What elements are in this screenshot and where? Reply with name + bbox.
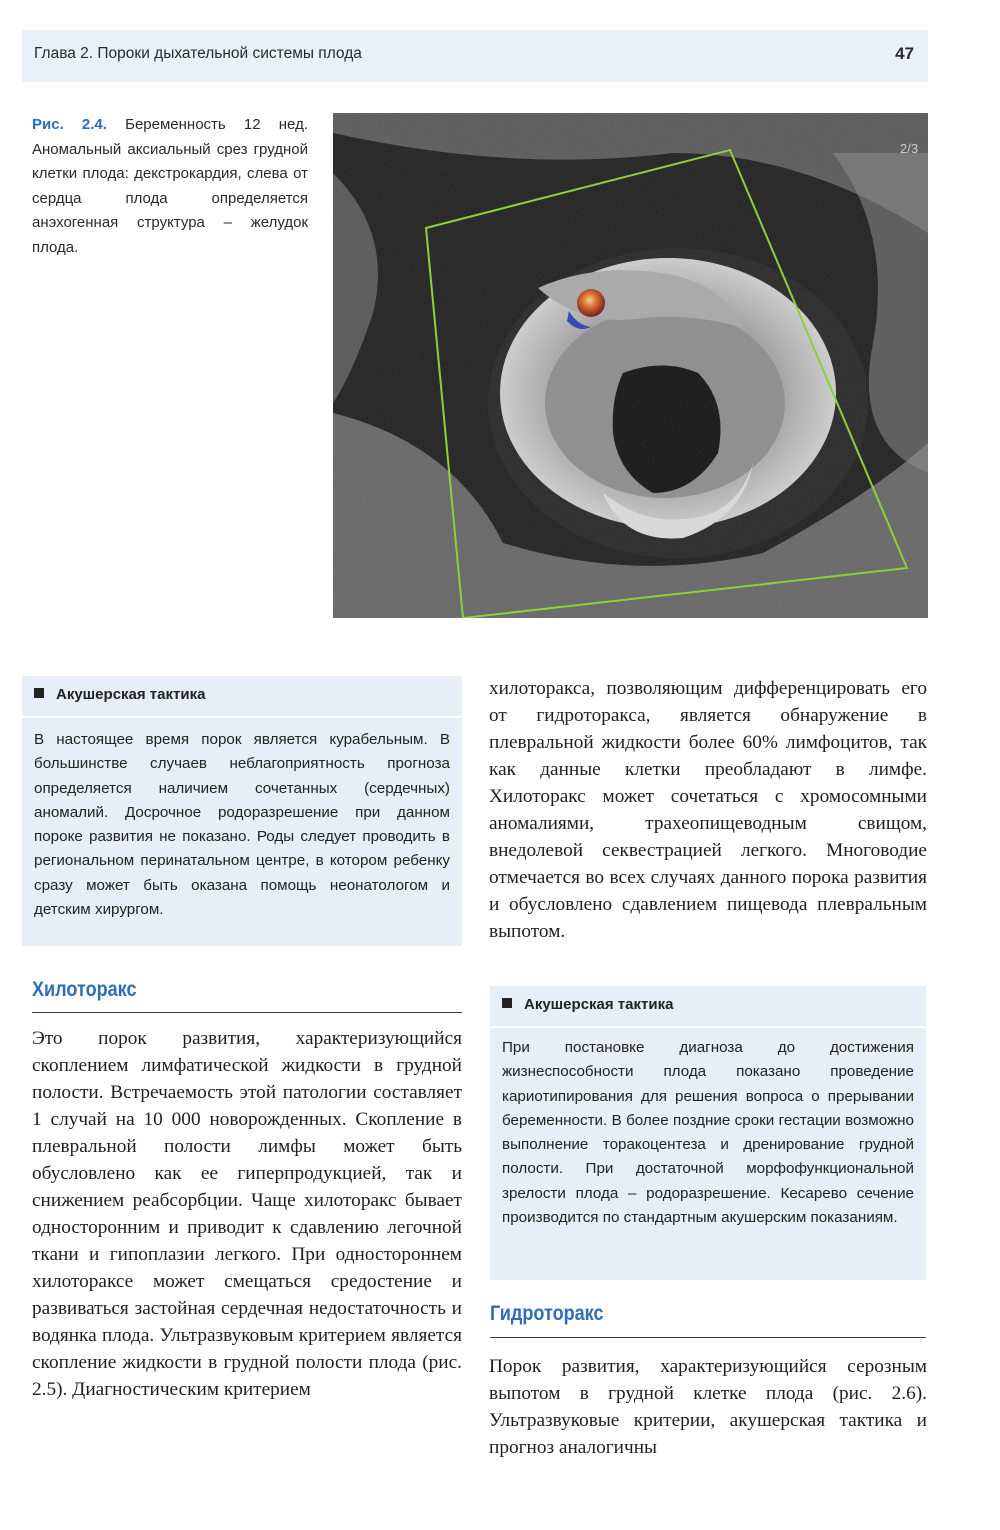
page-header <box>22 30 928 82</box>
chapter-title: Глава 2. Пороки дыхательной системы плода <box>34 45 362 62</box>
square-bullet-icon <box>502 998 512 1008</box>
right-column-paragraph: хилоторакса, позволяющим дифференцировать его от гидроторакса, является обнаружение в плевральной жидкости более 60% лимфоцитов, так как данные клетки преобладают в лимфе. Хилоторакс может сочетаться с хромосомными аномалиями, трахеопищеводным свищом, внедолевой секвестрацией легкого. Многоводие отмечается во всех случаях данного порока развития и обусловлено сдавлением пищевода плевральным выпотом. <box>489 678 927 942</box>
figure-caption-text: Беременность 12 нед. Аномальный аксиальный срез грудной клетки плода: декстрокардия, слева от сердца плода определяется анэхогенная структура – желудок плода. <box>32 116 308 256</box>
figure-caption <box>32 113 308 260</box>
section-title-hydrothorax: Гидроторакс <box>490 1302 604 1325</box>
speckle-overlay <box>333 113 928 618</box>
square-bullet-icon <box>34 688 44 698</box>
tactics-heading-2 <box>502 996 673 1013</box>
figure-label: Рис. 2.4. <box>32 116 107 133</box>
ultrasound-image <box>333 113 928 618</box>
tactics-heading-1 <box>34 686 205 703</box>
box-divider <box>22 716 462 718</box>
section-rule <box>490 1337 926 1338</box>
overlay-index: 2/3 <box>900 141 919 156</box>
page-number: 47 <box>895 44 914 63</box>
tactics-body-1: В настоящее время порок является курабельным. В большинстве случаев неблагоприятность прогноза определяется наличием сочетанных (сердечных) аномалий. Досрочное родоразрешение при данном пороке развития не показано. Роды следует проводить в региональном перинатальном центре, в котором ребенку сразу может быть оказана помощь неонатологом и детским хирургом. <box>34 731 450 919</box>
tactics-heading-1-text: Акушерская тактика <box>56 686 206 703</box>
chylothorax-paragraph: Это порок развития, характеризующийся скоплением лимфатической жидкости в грудной полости. Встречаемость этой патологии составляет 1 случай на 10 000 новорожденных. Скопление в плевральной полости лимфы может быть обусловлено как ее гиперпродукцией, так и снижением реабсорбции. Чаще хилоторакс бывает односторонним и приводит к сдавлению легочной ткани и гипоплазии легкого. При одностороннем хилотораксе может смещаться средостение и развиваться застойная сердечная недостаточность и водянка плода. Ультразвуковым критерием является скопление жидкости в грудной полости плода (рис. 2.5). Диагностическим критерием <box>32 1028 462 1400</box>
section-rule <box>32 1012 462 1013</box>
tactics-heading-2-text: Акушерская тактика <box>524 996 674 1013</box>
box-divider <box>490 1026 926 1028</box>
tactics-box-1 <box>22 676 462 946</box>
tactics-box-2 <box>490 986 926 1280</box>
section-title-chylothorax: Хилоторакс <box>32 978 137 1001</box>
tactics-body-2: При постановке диагноза до достижения жизнеспособности плода показано проведение кариотипирования для решения вопроса о прерывании беременности. В более поздние сроки гестации возможно выполнение торакоцентеза и дренирование грудной полости. При достаточной морфофункциональной зрелости плода – родоразрешение. Кесарево сечение производится по стандартным акушерским показаниям. <box>502 1039 914 1227</box>
hydrothorax-paragraph: Порок развития, характеризующийся серозным выпотом в грудной клетке плода (рис. 2.6). Ультразвуковые критерии, акушерская тактика и прогноз аналогичны <box>489 1356 927 1458</box>
ultrasound-scan <box>333 113 928 618</box>
